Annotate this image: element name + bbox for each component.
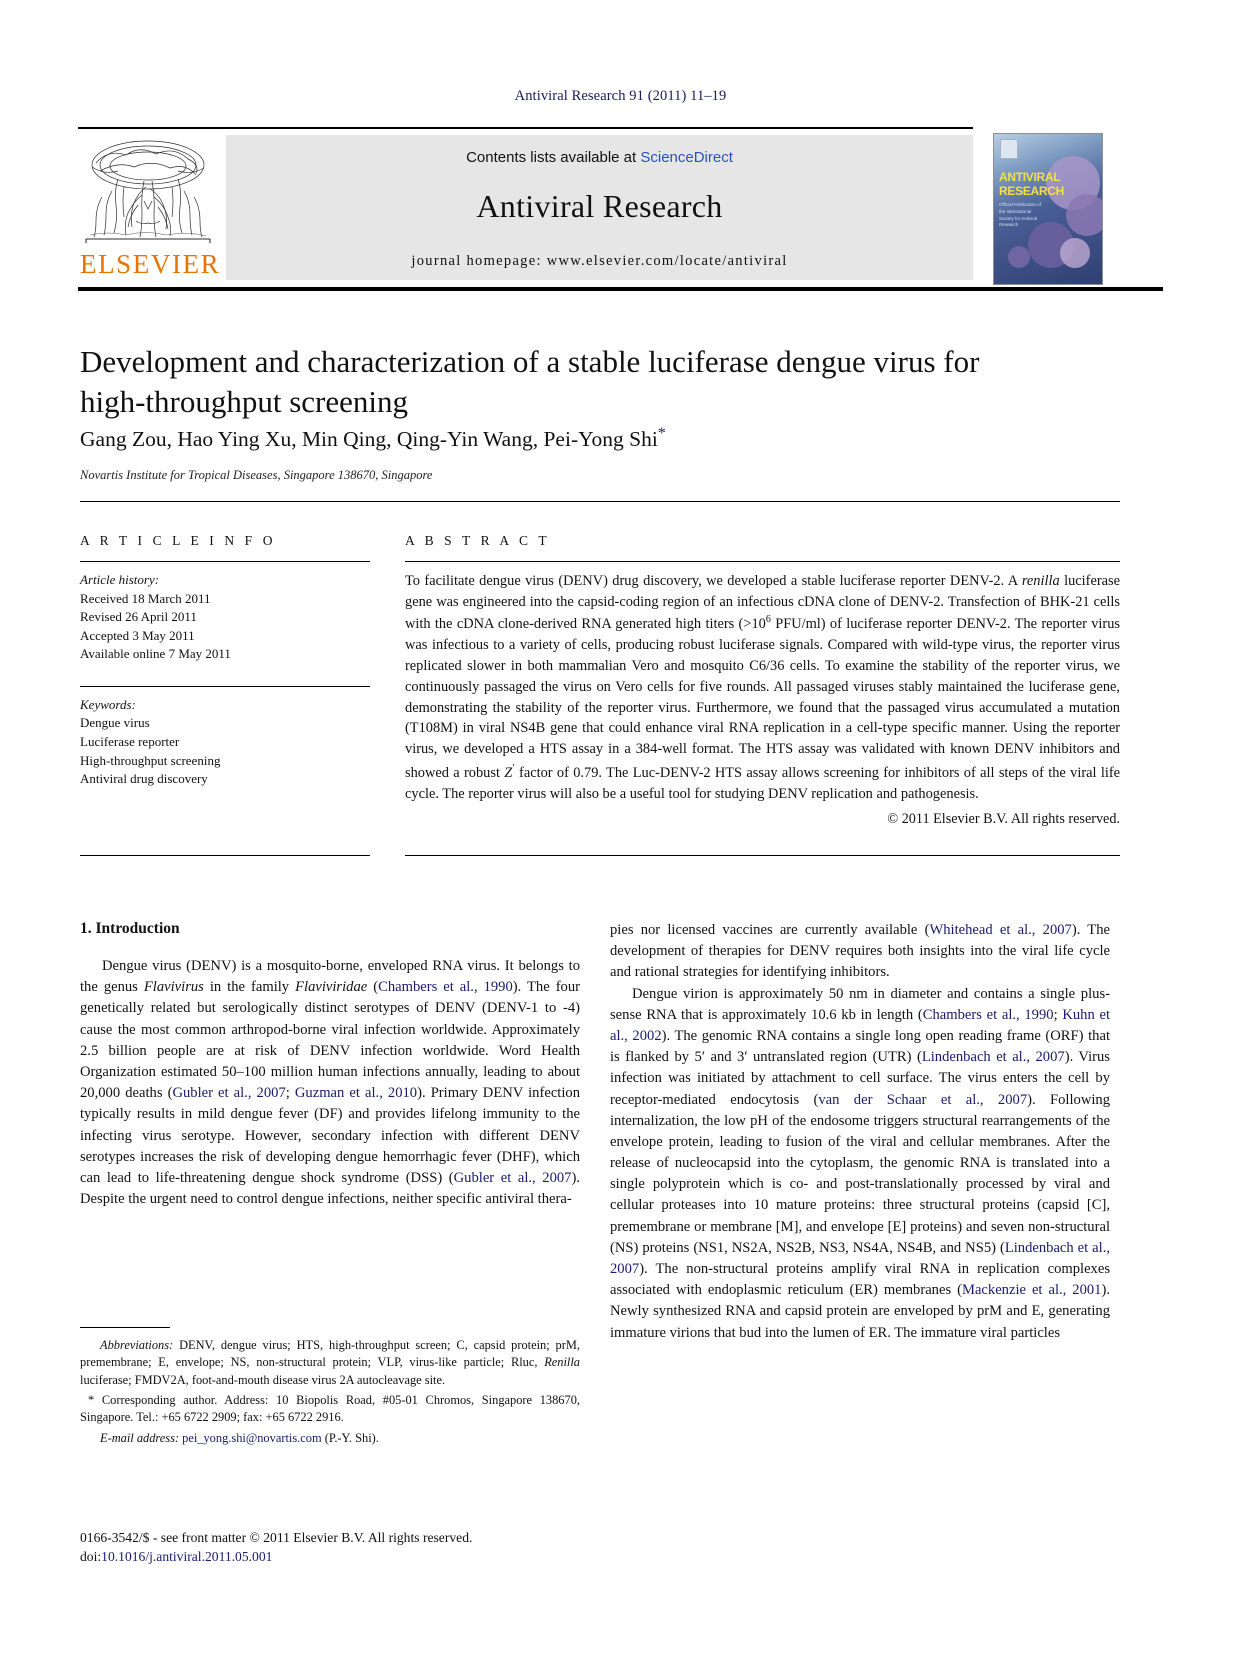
abstract-rule [405, 561, 1120, 562]
abstract-seg: PFU/ml) of luciferase reporter DENV-2. The reporter virus was infectious to a variety of cells, producing robust luciferase signals. Compared with wild-type virus, the reporter virus replicated slower in both mammalian Vero and mosquito C6/36 cells. To examine the stability of the reporter virus, we continuously passaged the virus on Vero cells for five rounds. All passaged viruses stably maintained the luciferase gene, demonstrating the stability of the reporter virus. Furthermore, we found that the passaged virus accumulated a mutation (T108M) in viral NS4B gene that could enhance viral RNA replication in a cell-type specific manner. Using the reporter virus, we developed a HTS assay in a 384-well format. The HTS assay was validated with known DENV inhibitors and showed a robust [405, 615, 1120, 782]
intro-paragraph-1-cont [610, 920, 1110, 984]
abstract-prime: ′ [512, 762, 515, 775]
abstract-column [405, 533, 1120, 828]
affiliation: Novartis Institute for Tropical Diseases, Singapore 138670, Singapore [80, 468, 433, 482]
history-item: Received 18 March 2011 [80, 590, 211, 606]
para-seg: Dengue virion is approximately 50 nm in diameter and contains a single plus-sense RNA that is approximately 10.6 kb in length ( [610, 985, 1110, 1023]
abstract-italic-renilla: renilla [1021, 573, 1060, 589]
citation-link[interactable]: Lindenbach et al., 2007 [921, 1049, 1065, 1066]
history-item: Accepted 3 May 2011 [80, 627, 195, 643]
affiliation-rule [80, 501, 1120, 502]
cover-title-line1: ANTIVIRAL [999, 170, 1061, 184]
article-title: Development and characterization of a stable luciferase dengue virus for high-throughput screening [80, 344, 980, 419]
author-list [80, 425, 1040, 452]
issn-front-matter: 0166-3542/$ - see front matter © 2011 Elsevier B.V. All rights reserved. [80, 1530, 473, 1545]
abstract-seg: factor of 0.79. The Luc-DENV-2 HTS assay allows screening for inhibitors of all steps of the viral life cycle. The reporter virus will also be a useful tool for studying DENV replication and pathogenesis. [405, 765, 1120, 803]
doi-prefix: doi: [80, 1549, 102, 1565]
article-info-heading: A R T I C L E I N F O [80, 533, 277, 548]
keyword-item: Dengue virus [80, 715, 150, 731]
footnote-email [80, 1430, 580, 1447]
abstract-copyright: © 2011 Elsevier B.V. All rights reserved. [887, 811, 1120, 828]
para-seg: ). Primary DENV infection typically results in mild dengue fever (DF) and provides lifelong immunity to the infecting virus serotype. However, secondary infection with different DENV serotypes increases the risk of developing dengue hemorrhagic fever (DHF), which can lead to life-threatening dengue shock syndrome (DSS) ( [80, 1085, 581, 1186]
abstract-seg: luciferase gene was engineered into the capsid-coding region of an infectious cDNA clone of DENV-2. Transfection of BHK-21 cells with the cDNA clone-derived RNA generated high titers (>10 [405, 573, 1120, 632]
para-seg: ). Newly synthesized RNA and capsid protein are enveloped by prM and E, generating immature virions that bud into the lumen of ER. The immature viral particles [610, 1282, 1110, 1341]
para-seg: Dengue virus (DENV) is a mosquito-borne, enveloped RNA virus. It belongs to the genus [80, 958, 580, 996]
article-info-rule [80, 561, 370, 562]
running-head: Antiviral Research 91 (2011) 11–19 [514, 88, 727, 104]
journal-cover-thumbnail [993, 133, 1103, 285]
section-heading-introduction: 1. Introduction [80, 920, 180, 937]
journal-masthead [78, 127, 1163, 280]
para-seg: ; [285, 1085, 295, 1102]
history-item: Revised 26 April 2011 [80, 609, 197, 625]
para-seg: ). Despite the urgent need to control dengue infections, neither specific antiviral thera- [80, 1169, 580, 1208]
cover-cell-4 [1060, 238, 1090, 268]
abstract-italic-z: Z [504, 765, 513, 782]
contents-line [226, 135, 973, 166]
citation-link[interactable]: Chambers et al., 1990 [378, 979, 513, 996]
citation-link[interactable]: van der Schaar et al., 2007 [818, 1091, 1028, 1108]
doi-link[interactable]: 10.1016/j.antiviral.2011.05.001 [101, 1549, 273, 1565]
abbrev-seg: luciferase; FMDV2A, foot-and-mouth disease virus 2A autocleavage site. [80, 1372, 446, 1387]
info-spacer [80, 664, 370, 677]
footnote-abbreviations [80, 1337, 580, 1389]
abstract-seg: To facilitate dengue virus (DENV) drug discovery, we developed a stable luciferase reporter DENV-2. A [405, 573, 1022, 589]
italic-renilla-footnote: Renilla [544, 1355, 580, 1370]
elsevier-logo [78, 135, 221, 280]
history-item: Available online 7 May 2011 [80, 646, 231, 662]
keyword-item: Luciferase reporter [80, 734, 180, 750]
citation-link[interactable]: Mackenzie et al., 2001 [961, 1282, 1102, 1299]
corresponding-star-icon: * [88, 1393, 95, 1408]
cover-subtitle: Official Publication of the International Society for Antiviral Research [999, 202, 1041, 228]
citation-link[interactable]: Kuhn et al., 2002 [610, 1006, 1110, 1044]
keyword-item: High-throughput screening [80, 752, 221, 768]
footnotes-block [80, 1327, 580, 1450]
para-seg: in the family [203, 979, 296, 996]
email-link[interactable]: pei_yong.shi@novartis.com [182, 1430, 322, 1445]
cover-cell-2 [1066, 194, 1103, 236]
article-history-label: Article history: [80, 572, 160, 587]
cover-title-line2: RESEARCH [999, 184, 1064, 198]
para-seg: pies nor licensed vaccines are currently available ( [610, 922, 930, 938]
corresponding-author-marker: * [657, 425, 666, 442]
abstract-text [405, 571, 1120, 805]
corresponding-text: Corresponding author. Address: 10 Biopolis Road, #05-01 Chromos, Singapore 138670, Singapore. Tel.: +65 6722 2909; fax: +65 6722 2916. [80, 1393, 580, 1425]
abstract-bottom-rule [405, 855, 1120, 856]
contents-prefix: Contents lists available at [466, 149, 641, 166]
para-seg: ( [367, 979, 379, 996]
sciencedirect-link[interactable]: ScienceDirect [640, 149, 733, 166]
cover-badge-icon [1000, 139, 1018, 159]
keywords-rule [80, 686, 370, 687]
intro-paragraph-2 [610, 984, 1110, 1344]
citation-link[interactable]: Gubler et al., 2007 [453, 1169, 572, 1186]
keywords-block [80, 696, 370, 789]
doi-line [80, 1547, 680, 1566]
journal-homepage[interactable]: journal homepage: www.elsevier.com/locate/antiviral [411, 253, 788, 269]
para-seg: ). The genomic RNA contains a single long open reading frame (ORF) that is flanked by 5′ and 3′ untranslated region (UTR) ( [610, 1027, 1110, 1066]
citation-link[interactable]: Gubler et al., 2007 [172, 1085, 286, 1102]
abstract-superscript: 6 [765, 613, 771, 625]
citation-link[interactable]: Chambers et al., 1990 [922, 1006, 1054, 1023]
italic-flavivirus: Flavivirus [143, 979, 204, 996]
citation-link[interactable]: Lindenbach et al., 2007 [610, 1239, 1110, 1277]
citation-link[interactable]: Whitehead et al., 2007 [929, 922, 1072, 938]
article-history-block [80, 571, 370, 664]
masthead-top-rule [78, 127, 973, 129]
journal-title: Antiviral Research [476, 188, 723, 224]
abbrev-seg: DENV, dengue virus; HTS, high-throughput screen; C, capsid protein; prM, premembrane; E, envelope; NS, non-structural protein; VLP, virus-like particle; Rluc, [80, 1338, 580, 1370]
intro-paragraph-1 [80, 956, 580, 1210]
abstract-heading: A B S T R A C T [405, 533, 551, 548]
citation-link[interactable]: Guzman et al., 2010 [294, 1085, 418, 1102]
para-seg: ). The development of therapies for DENV requires both insights into the viral life cycle and rational strategies for identifying inhibitors. [610, 922, 1110, 981]
elsevier-tree-icon [78, 135, 218, 247]
body-left-column [80, 920, 580, 1210]
page-footer [80, 1528, 680, 1567]
para-seg: ). Following internalization, the low pH of the endosome triggers structural rearrangements of the envelope protein, leading to fusion of the viral and cellular membranes. After the release of nucleocapsid into the cytoplasm, the genomic RNA is translated into a single polyprotein which is co- and post-translationally processed by viral and cellular proteases into 10 mature proteins: three structural proteins (capsid [C], premembrane or membrane [M], and envelope [E] proteins) and seven non-structural (NS) proteins (NS1, NS2A, NS2B, NS3, NS4A, NS4B, and NS5) ( [610, 1091, 1111, 1256]
journal-band [226, 135, 973, 280]
author-names: Gang Zou, Hao Ying Xu, Min Qing, Qing-Yin Wang, Pei-Yong Shi [80, 427, 658, 452]
email-suffix: (P.-Y. Shi). [321, 1430, 379, 1445]
abbreviations-label: Abbreviations: [100, 1338, 174, 1352]
article-info-column [80, 533, 370, 789]
keyword-item: Antiviral drug discovery [80, 771, 208, 787]
para-seg: ). Virus infection was initiated by attachment to cell surface. The virus enters the cell by receptor-mediated endocytosis ( [610, 1049, 1110, 1108]
cover-cell-5 [1008, 246, 1030, 268]
article-info-bottom-rule [80, 855, 370, 856]
masthead-bottom-rule [78, 287, 1163, 291]
para-seg: ). The non-structural proteins amplify viral RNA in replication complexes associated with endoplasmic reticulum (ER) membranes ( [610, 1261, 1110, 1299]
italic-flaviviridae: Flaviviridae [295, 979, 368, 996]
body-right-column [610, 920, 1110, 1344]
para-seg: ; [1053, 1006, 1063, 1023]
footnote-corresponding-author [80, 1392, 580, 1427]
elsevier-wordmark: ELSEVIER [80, 249, 221, 279]
email-label: E-mail address: [100, 1430, 180, 1445]
keywords-label: Keywords: [80, 696, 136, 712]
para-seg: ). The four genetically related but serologically distinct serotypes of DENV (DENV-1 to -4) cause the most common arthropod-borne viral infection worldwide. Approximately 2.5 billion people are at risk of DENV infection worldwide. Word Health Organization estimated 50–100 million human infections annually, leading to about 20,000 deaths ( [80, 979, 581, 1102]
footnote-separator-rule [80, 1327, 170, 1328]
